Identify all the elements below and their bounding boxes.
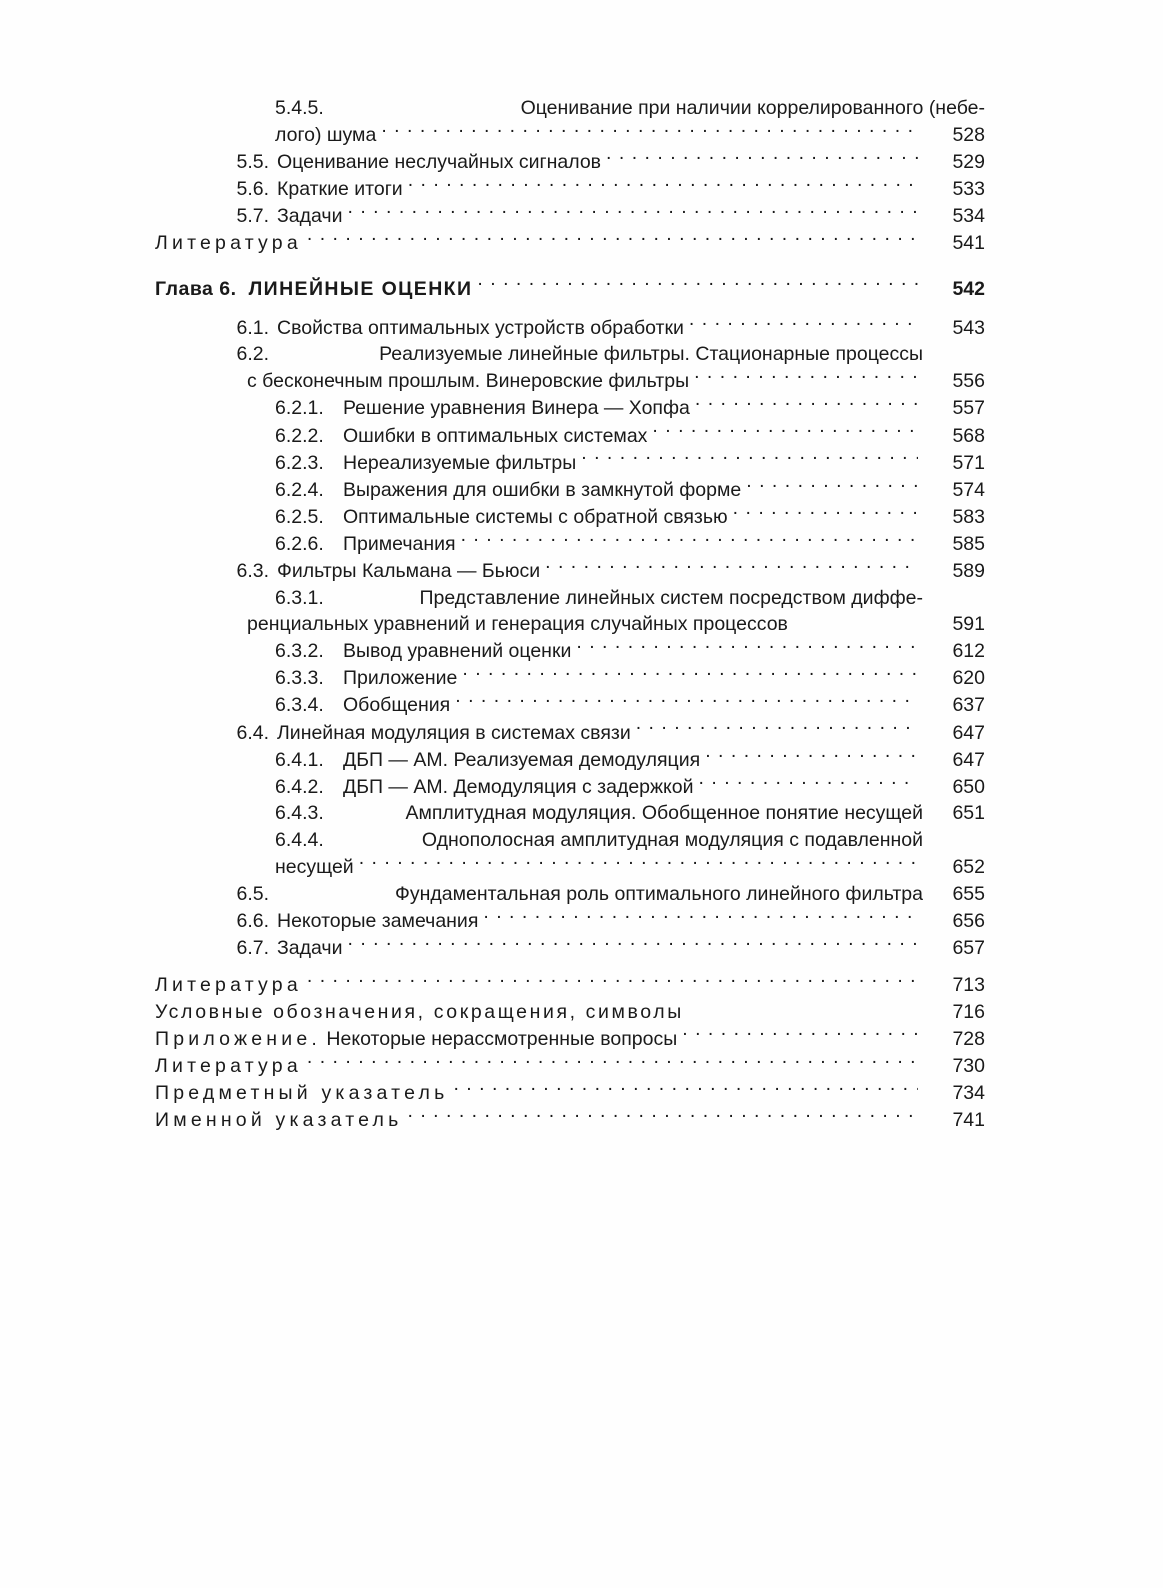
dot-leader — [347, 203, 918, 223]
toc-page-number: 657 — [952, 936, 985, 959]
toc-entry-label — [275, 774, 694, 801]
toc-page-number: 591 — [952, 613, 985, 636]
toc-page-number: 542 — [952, 277, 985, 300]
toc-chapter-title: ЛИНЕЙНЫЕ ОЦЕНКИ — [248, 277, 473, 300]
dot-leader — [694, 368, 918, 388]
dot-leader — [462, 665, 918, 685]
toc-entry-6-2-4[interactable] — [275, 476, 985, 503]
toc-entry-label — [275, 585, 923, 612]
toc-entry-label — [275, 800, 923, 827]
toc-page-number: 656 — [952, 909, 985, 932]
toc-entry-text-continued: несущей — [275, 856, 354, 879]
toc-entry-number: 6.3.3. — [275, 667, 324, 690]
toc-page-number: 583 — [952, 505, 985, 528]
toc-entry-number: 6.4. — [236, 721, 269, 744]
toc-entry-number: 6.2. — [236, 343, 269, 366]
toc-page-number: 728 — [952, 1027, 985, 1050]
toc-chapter-number: Глава 6. — [155, 277, 237, 300]
dot-leader — [307, 230, 918, 250]
toc-entry-5-4-5-continuation[interactable] — [275, 122, 985, 149]
toc-entry-label — [275, 395, 690, 422]
toc-entry-5-6[interactable] — [223, 176, 985, 203]
toc-page-number: 647 — [952, 721, 985, 744]
toc-page-number: 571 — [952, 451, 985, 474]
toc-entry-label — [155, 1026, 677, 1053]
dot-leader — [695, 395, 918, 415]
toc-page-number: 543 — [952, 316, 985, 339]
toc-entry-text: Примечания — [343, 532, 456, 555]
toc-entry-text: Оценивание неслучайных сигналов — [277, 151, 602, 174]
toc-entry-label — [223, 881, 923, 908]
toc-page-number: 730 — [952, 1054, 985, 1077]
toc-entry-text: Линейная модуляция в системах связи — [277, 721, 631, 744]
toc-entry-label — [275, 531, 456, 558]
toc-page-number: 741 — [952, 1108, 985, 1131]
toc-entry-number: 6.6. — [236, 909, 269, 932]
toc-entry-label — [223, 908, 478, 935]
toc-entry-number: 5.4.5. — [275, 97, 324, 119]
toc-page-number: 716 — [952, 1000, 985, 1023]
toc-entry-6-2-3[interactable] — [275, 449, 985, 476]
toc-page-number: 655 — [952, 882, 985, 905]
toc-entry-6-3-1[interactable] — [275, 585, 985, 612]
dot-leader — [545, 558, 918, 578]
toc-entry-6-3-4[interactable] — [275, 692, 985, 719]
toc-entry-text: Решение уравнения Винера — Хопфа — [343, 397, 690, 420]
toc-entry-text: Приложение — [343, 667, 458, 690]
toc-entry-bibliography-final[interactable] — [155, 1052, 985, 1079]
toc-entry-6-2-continuation[interactable] — [247, 368, 985, 395]
toc-entry-text: Амплитудная модуляция. Обобщенное понятие несущей — [405, 802, 923, 825]
toc-entry-6-3-3[interactable] — [275, 665, 985, 692]
toc-entry-number: 5.5. — [236, 151, 269, 174]
dot-leader — [408, 176, 918, 196]
toc-entry-symbols[interactable] — [155, 999, 985, 1026]
dot-leader — [461, 530, 918, 550]
dot-leader — [381, 122, 918, 142]
toc-entry-label — [223, 341, 923, 368]
toc-page-number: 585 — [952, 532, 985, 555]
toc-entry-6-3-1-continuation[interactable] — [247, 611, 985, 638]
toc-entry-6-4-4[interactable] — [275, 827, 985, 854]
toc-entry-6-2-2[interactable] — [275, 422, 985, 449]
toc-page-number: 589 — [952, 560, 985, 582]
toc-entry-number: 6.3.4. — [275, 694, 324, 717]
toc-entry-text: ДБП — АМ. Демодуляция с задержкой — [343, 775, 694, 798]
toc-entry-label — [275, 747, 700, 774]
toc-page-number: 557 — [952, 397, 985, 420]
toc-entry-label — [275, 477, 741, 504]
toc-page-number-empty — [929, 341, 985, 368]
toc-entry-text-continued: ренциальных уравнений и генерация случайных процессов — [247, 613, 788, 636]
toc-entry-6-2-5[interactable] — [275, 503, 985, 530]
toc-entry-6-2[interactable] — [223, 341, 985, 368]
toc-entry-text: Нереализуемые фильтры — [343, 451, 577, 474]
toc-entry-label — [223, 558, 540, 585]
toc-chapter-6[interactable] — [155, 275, 985, 302]
toc-entry-label — [223, 149, 601, 176]
toc-entry-number: 6.4.3. — [275, 802, 324, 825]
toc-entry-5-7[interactable] — [223, 203, 985, 230]
toc-entry-6-2-1[interactable] — [275, 395, 985, 422]
toc-entry-number: 6.3.1. — [275, 586, 324, 609]
toc-page-number: 651 — [952, 802, 985, 825]
toc-entry-6-5[interactable] — [223, 881, 985, 908]
toc-entry-text: Вывод уравнений оценки — [343, 640, 572, 663]
toc-entry-label — [223, 935, 342, 962]
toc-page-number: 528 — [952, 124, 985, 147]
toc-entry-bibliography-6[interactable] — [155, 971, 985, 998]
toc-entry-text: Именной указатель — [155, 1108, 403, 1131]
toc-page-number: 652 — [952, 856, 985, 879]
toc-page-number: 541 — [952, 232, 985, 255]
dot-leader — [455, 692, 918, 712]
toc-entry-6-2-6[interactable] — [275, 530, 985, 557]
toc-entry-number: 6.2.5. — [275, 505, 324, 528]
toc-entry-text: Задачи — [277, 205, 343, 228]
toc-entry-text: Представление линейных систем посредством диффе- — [419, 586, 923, 609]
toc-entry-number: 6.2.6. — [275, 532, 324, 555]
toc-page-number: 568 — [952, 424, 985, 447]
toc-page-number: 713 — [952, 973, 985, 996]
toc-entry-6-4-1[interactable] — [275, 746, 985, 773]
toc-entry-label — [223, 176, 403, 203]
toc-page-number: 574 — [952, 478, 985, 501]
toc-page-number: 556 — [952, 370, 985, 393]
toc-entry-5-4-5[interactable] — [275, 95, 985, 122]
toc-entry-name-index[interactable] — [155, 1106, 985, 1133]
toc-entry-label — [275, 827, 923, 854]
toc-entry-number: 6.4.2. — [275, 775, 324, 798]
toc-entry-label — [275, 665, 457, 692]
toc-page-number-empty — [929, 827, 985, 854]
toc-entry-appendix[interactable] — [155, 1025, 985, 1052]
toc-entry-text: Ошибки в оптимальных системах — [343, 424, 648, 447]
toc-entry-number: 6.4.1. — [275, 748, 324, 771]
toc-entry-number: 6.2.1. — [275, 397, 324, 420]
toc-entry-text-continued: лого) шума — [275, 124, 377, 147]
dot-leader — [733, 503, 918, 523]
toc-entry-text-inner: Условные обозначения, сокращения, символы — [155, 1000, 684, 1023]
toc-page-number: 637 — [952, 694, 985, 717]
dot-leader — [408, 1106, 919, 1126]
toc-entry-text: Обобщения — [343, 694, 451, 717]
table-of-contents — [155, 95, 985, 1133]
toc-entry-6-1[interactable] — [223, 314, 985, 341]
toc-entry-number: 6.2.3. — [275, 451, 324, 474]
toc-entry-label — [275, 423, 647, 450]
toc-page-number: 647 — [952, 748, 985, 771]
toc-entry-text: Литература — [155, 1054, 302, 1077]
toc-entry-number: 6.2.4. — [275, 478, 324, 501]
toc-entry-6-4-2[interactable] — [275, 773, 985, 800]
toc-entry-number: 6.2.2. — [275, 424, 324, 447]
dot-leader — [705, 746, 918, 766]
dot-leader — [581, 449, 918, 469]
toc-entry-label — [275, 95, 985, 122]
dot-leader — [689, 314, 918, 334]
dot-leader — [746, 476, 918, 496]
toc-entry-text: Краткие итоги — [277, 178, 403, 201]
toc-entry-number: 6.4.4. — [275, 828, 324, 851]
toc-entry-label — [223, 203, 342, 230]
toc-entry-text: Некоторые нерассмотренные вопросы — [321, 1027, 678, 1050]
toc-entry-text — [155, 999, 923, 1026]
toc-entry-6-4-3[interactable] — [275, 800, 985, 827]
toc-entry-6-4-4-continuation[interactable] — [275, 854, 985, 881]
toc-entry-text: Предметный указатель — [155, 1081, 449, 1104]
dot-leader — [652, 422, 918, 442]
toc-entry-6-3[interactable] — [223, 558, 985, 585]
toc-entry-5-5[interactable] — [223, 149, 985, 176]
toc-entry-number: 6.7. — [236, 936, 269, 959]
dot-leader — [682, 1025, 918, 1045]
dot-leader — [347, 934, 918, 954]
toc-entry-label — [275, 692, 450, 719]
toc-page-number: 533 — [952, 178, 985, 201]
toc-entry-bibliography-5[interactable] — [155, 230, 985, 257]
toc-entry-text: Свойства оптимальных устройств обработки — [277, 316, 684, 339]
toc-entry-number: 5.6. — [236, 178, 269, 201]
toc-entry-6-6[interactable] — [223, 907, 985, 934]
toc-page-number: 529 — [952, 151, 985, 174]
toc-entry-label — [275, 450, 576, 477]
toc-entry-number: 6.3. — [236, 560, 269, 582]
toc-entry-6-3-2[interactable] — [275, 638, 985, 665]
toc-entry-number: 6.1. — [236, 316, 269, 339]
toc-entry-text: ДБП — АМ. Реализуемая демодуляция — [343, 748, 701, 771]
toc-entry-text: Литература — [155, 973, 302, 996]
toc-entry-text-continued: с бесконечным прошлым. Винеровские фильтры — [247, 370, 690, 393]
toc-entry-text-continued-wrap — [247, 611, 923, 638]
toc-page-number: 534 — [952, 205, 985, 228]
toc-entry-text: Литература — [155, 232, 302, 255]
toc-entry-label — [275, 638, 571, 665]
toc-entry-text: Фильтры Кальмана — Бьюси — [277, 560, 541, 582]
dot-leader — [699, 773, 918, 793]
dot-leader — [576, 638, 918, 658]
toc-entry-text: Задачи — [277, 936, 343, 959]
dot-leader — [483, 907, 918, 927]
toc-page-number: 734 — [952, 1081, 985, 1104]
toc-chapter-label — [155, 276, 472, 303]
toc-entry-text: Выражения для ошибки в замкнутой форме — [343, 478, 742, 501]
dot-leader — [307, 1052, 918, 1072]
toc-page-number: 650 — [952, 775, 985, 798]
toc-entry-text: Однополосная амплитудная модуляция с подавленной — [421, 828, 923, 851]
dot-leader — [636, 719, 918, 739]
toc-page-number: 612 — [952, 640, 985, 663]
dot-leader — [453, 1079, 918, 1099]
toc-entry-6-7[interactable] — [223, 934, 985, 961]
dot-leader — [307, 971, 918, 991]
toc-entry-subject-index[interactable] — [155, 1079, 985, 1106]
toc-entry-6-4[interactable] — [223, 719, 985, 746]
dot-leader — [359, 854, 918, 874]
dot-leader — [477, 275, 918, 295]
toc-entry-number: 6.5. — [236, 882, 269, 905]
toc-entry-label — [223, 720, 631, 747]
toc-entry-text-prefix: Приложение. — [155, 1027, 321, 1050]
toc-entry-text: Фундаментальная роль оптимального линейного фильтра — [395, 882, 923, 905]
toc-page-number: 620 — [952, 667, 985, 690]
toc-entry-label — [275, 504, 728, 531]
toc-entry-text: Реализуемые линейные фильтры. Стационарные процессы — [379, 343, 923, 366]
toc-page-number-empty — [929, 585, 985, 612]
toc-entry-text: Некоторые замечания — [277, 909, 479, 932]
toc-entry-text: Оптимальные системы с обратной связью — [343, 505, 728, 528]
toc-entry-text: Оценивание при наличии коррелированного (небе- — [520, 97, 985, 119]
dot-leader — [606, 149, 918, 169]
toc-entry-label — [223, 315, 684, 342]
toc-entry-number: 5.7. — [236, 205, 269, 228]
toc-entry-number: 6.3.2. — [275, 640, 324, 663]
